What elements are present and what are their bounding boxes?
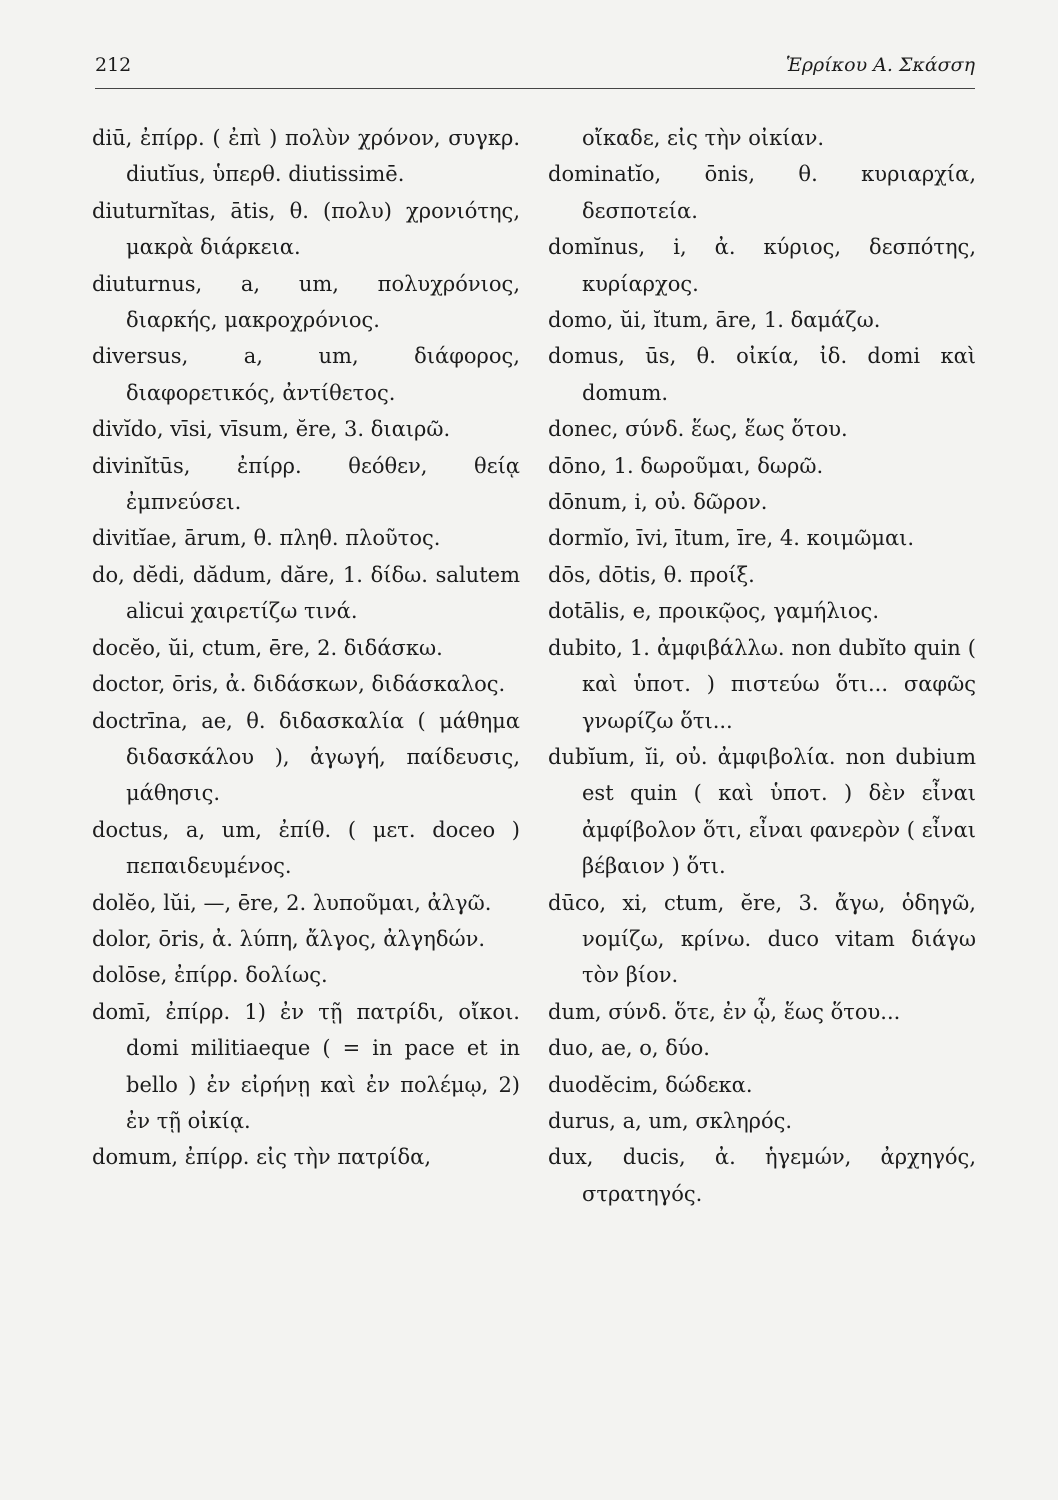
dictionary-entry: duo, ae, o, δύο. xyxy=(548,1036,710,1061)
dictionary-entry: dolor, ōris, ἀ. λύπη, ἄλγος, ἀλγηδών. xyxy=(92,926,486,951)
dictionary-entry: dubĭum, ĭi, οὐ. ἀμφιβολία. non dubium est quin ( καὶ ὑποτ. ) δὲν εἶναι ἀμφίβολον ὅτι, εἶναι φανερὸν ( εἶναι βέβαιον ) ὅτι. xyxy=(548,744,976,879)
dictionary-entry: dolĕo, lŭi, —, ēre, 2. λυποῦμαι, ἀλγῶ. xyxy=(92,890,492,915)
dictionary-entry: diuturnĭtas, ātis, θ. (πολυ) χρονιότης, μακρὰ διάρκεια. xyxy=(92,198,520,260)
right-column xyxy=(548,120,976,1212)
dictionary-entry: duodĕcim, δώδεκα. xyxy=(548,1072,753,1097)
dictionary-entry: dux, ducis, ἀ. ἡγεμών, ἀρχηγός, στρατηγός. xyxy=(548,1145,976,1206)
dictionary-entry: diuturnus, a, um, πολυχρόνιος, διαρκής, μακροχρόνιος. xyxy=(92,271,520,333)
dictionary-entry: divĭdo, vīsi, vīsum, ĕre, 3. διαιρῶ. xyxy=(92,417,451,442)
dictionary-entry: domī, ἐπίρρ. 1) ἐν τῇ πατρίδι, οἴκοι. domi militiaeque ( = in pace et in bello ) ἐν εἰρήνῃ καὶ ἐν πολέμῳ, 2) ἐν τῇ οἰκίᾳ. xyxy=(92,999,520,1133)
dictionary-entry: divinĭtūs, ἐπίρρ. θεόθεν, θείᾳ ἐμπνεύσει. xyxy=(92,453,520,515)
dictionary-entry: domĭnus, i, ἀ. κύριος, δεσπότης, κυρίαρχος. xyxy=(548,235,976,296)
dictionary-entry: donec, σύνδ. ἕως, ἕως ὅτου. xyxy=(548,417,848,442)
dictionary-entry: do, dĕdi, dădum, dăre, 1. δίδω. salutem alicui χαιρετίζω τινά. xyxy=(92,562,520,624)
dictionary-entry: dōno, 1. δωροῦμαι, δωρῶ. xyxy=(548,453,824,478)
dictionary-entry-continuation: οἴκαδε, εἰς τὴν οἰκίαν. xyxy=(582,126,825,150)
dictionary-entry: domo, ŭi, ĭtum, āre, 1. δαμάζω. xyxy=(548,308,881,333)
page-number: 212 xyxy=(95,54,132,76)
dictionary-entry: diū, ἐπίρρ. ( ἐπὶ ) πολὺν χρόνον, συγκρ. diutĭus, ὑπερθ. diutissimē. xyxy=(92,126,520,187)
dictionary-entry: dubito, 1. ἀμφιβάλλω. non dubĭto quin ( καὶ ὑποτ. ) πιστεύω ὅτι... σαφῶς γνωρίζω ὅτι... xyxy=(548,635,976,733)
dictionary-entry: dolōse, ἐπίρρ. δολίως. xyxy=(92,963,328,988)
dictionary-entry: diversus, a, um, διάφορος, διαφορετικός, ἀντίθετος. xyxy=(92,344,520,405)
dictionary-entry: domum, ἐπίρρ. εἰς τὴν πατρίδα, xyxy=(92,1145,432,1170)
dictionary-entry: dormĭo, īvi, ītum, īre, 4. κοιμῶμαι. xyxy=(548,526,915,551)
dictionary-entry: dōs, dōtis, θ. προίξ. xyxy=(548,562,755,587)
dictionary-entry: dum, σύνδ. ὅτε, ἐν ᾧ, ἕως ὅτου... xyxy=(548,999,901,1024)
dictionary-entry: dūco, xi, ctum, ĕre, 3. ἄγω, ὁδηγῶ, νομίζω, κρίνω. duco vitam διάγω τὸν βίον. xyxy=(548,890,976,988)
dictionary-entry: dotālis, e, προικῷος, γαμήλιος. xyxy=(548,599,879,624)
dictionary-entry: doctor, ōris, ἀ. διδάσκων, διδάσκαλος. xyxy=(92,672,506,697)
dictionary-entry: doctrīna, ae, θ. διδασκαλία ( μάθημα διδασκάλου ), ἀγωγή, παίδευσις, μάθησις. xyxy=(92,708,520,806)
dictionary-entry: dōnum, i, οὐ. δῶρον. xyxy=(548,490,768,515)
running-head: Ἑρρίκου Α. Σκάσση xyxy=(785,54,975,76)
dictionary-entry: durus, a, um, σκληρός. xyxy=(548,1108,793,1133)
dictionary-entry: domus, ūs, θ. οἰκία, ἰδ. domi καὶ domum. xyxy=(548,344,976,405)
dictionary-entry: divitĭae, ārum, θ. πληθ. πλοῦτος. xyxy=(92,526,441,551)
page-header xyxy=(95,48,975,89)
dictionary-entry: doctus, a, um, ἐπίθ. ( μετ. doceo ) πεπαιδευμένος. xyxy=(92,817,520,879)
dictionary-entry: docĕo, ŭi, ctum, ēre, 2. διδάσκω. xyxy=(92,635,443,660)
dictionary-entry: dominatĭo, ōnis, θ. κυριαρχία, δεσποτεία. xyxy=(548,162,976,223)
left-column xyxy=(92,120,520,1176)
